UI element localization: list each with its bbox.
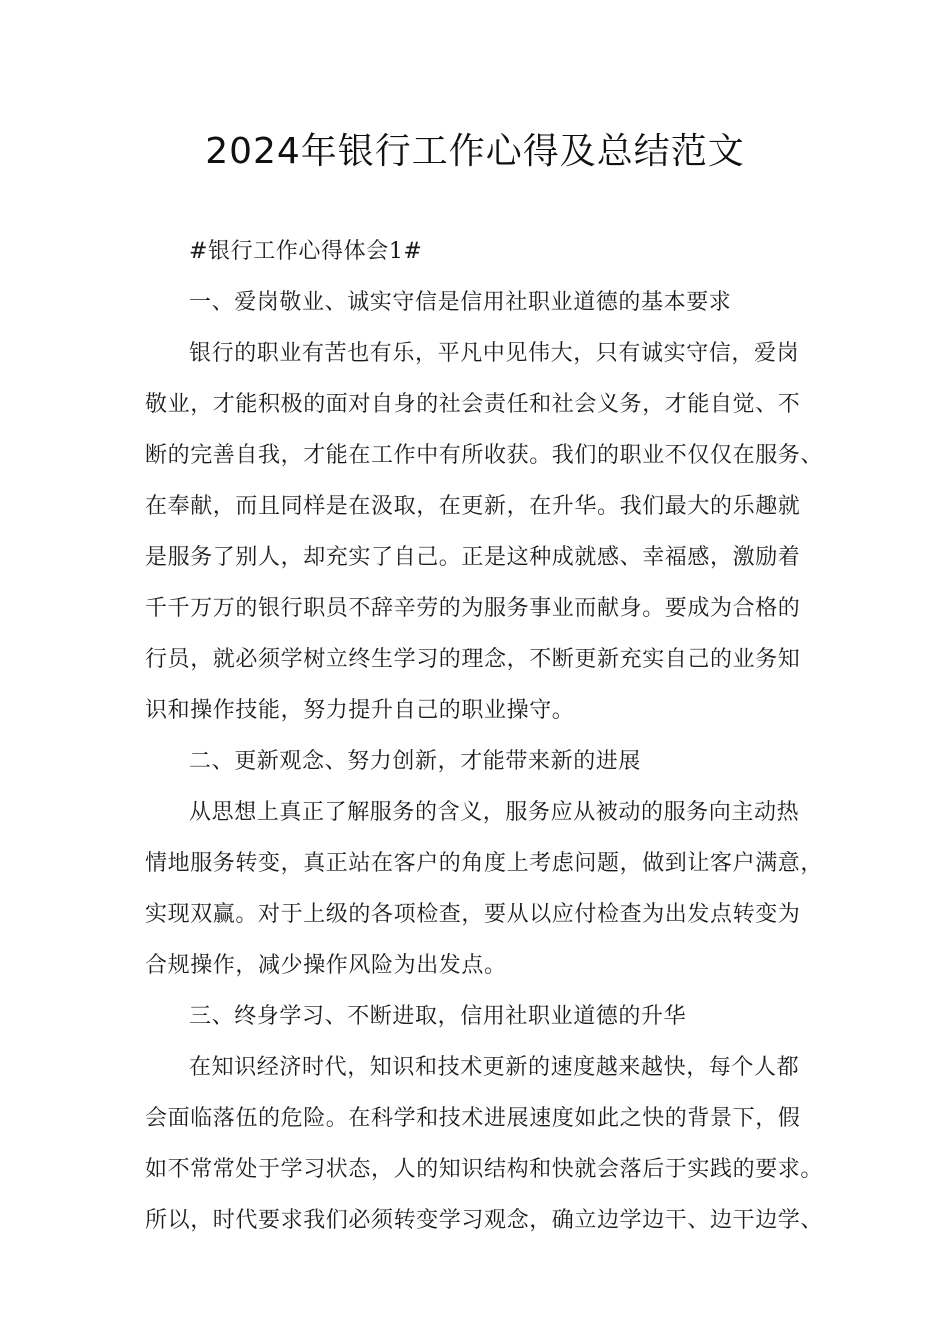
text-line: 所以，时代要求我们必须转变学习观念，确立边学边干、边干边学、 <box>145 1208 824 1233</box>
text-line: 合规操作，减少操作风险为出发点。 <box>145 953 507 978</box>
text-line: 在知识经济时代，知识和技术更新的速度越来越快，每个人都 <box>189 1055 800 1080</box>
text-line: 识和操作技能，努力提升自己的职业操守。 <box>145 698 575 723</box>
text-line: 会面临落伍的危险。在科学和技术进展速度如此之快的背景下，假 <box>145 1106 801 1131</box>
document-title: 2024年银行工作心得及总结范文 <box>205 131 745 172</box>
text-line: 从思想上真正了解服务的含义，服务应从被动的服务向主动热 <box>189 800 800 825</box>
text-line: 是服务了别人，却充实了自己。正是这种成就感、幸福感，激励着 <box>145 545 801 570</box>
text-line: 断的完善自我，才能在工作中有所收获。我们的职业不仅仅在服务、 <box>145 443 824 468</box>
text-line: #银行工作心得体会1# <box>189 239 423 264</box>
document-body <box>145 232 825 1252</box>
text-line: 如不常常处于学习状态，人的知识结构和快就会落后于实践的要求。 <box>145 1157 824 1182</box>
text-line: 银行的职业有苦也有乐，平凡中见伟大，只有诚实守信，爱岗 <box>189 341 800 366</box>
text-line: 三、终身学习、不断进取，信用社职业道德的升华 <box>189 1004 687 1029</box>
text-line: 在奉献，而且同样是在汲取，在更新，在升华。我们最大的乐趣就 <box>145 494 801 519</box>
text-line: 千千万万的银行职员不辞辛劳的为服务事业而献身。要成为合格的 <box>145 596 801 621</box>
text-line: 情地服务转变，真正站在客户的角度上考虑问题，做到让客户满意， <box>145 851 824 876</box>
text-line: 敬业，才能积极的面对自身的社会责任和社会义务，才能自觉、不 <box>145 392 801 417</box>
text-line: 行员，就必须学树立终生学习的理念，不断更新充实自己的业务知 <box>145 647 801 672</box>
text-line: 实现双赢。对于上级的各项检查，要从以应付检查为出发点转变为 <box>145 902 801 927</box>
text-line: 一、爱岗敬业、诚实守信是信用社职业道德的基本要求 <box>189 290 732 315</box>
text-line: 二、更新观念、努力创新，才能带来新的进展 <box>189 749 642 774</box>
